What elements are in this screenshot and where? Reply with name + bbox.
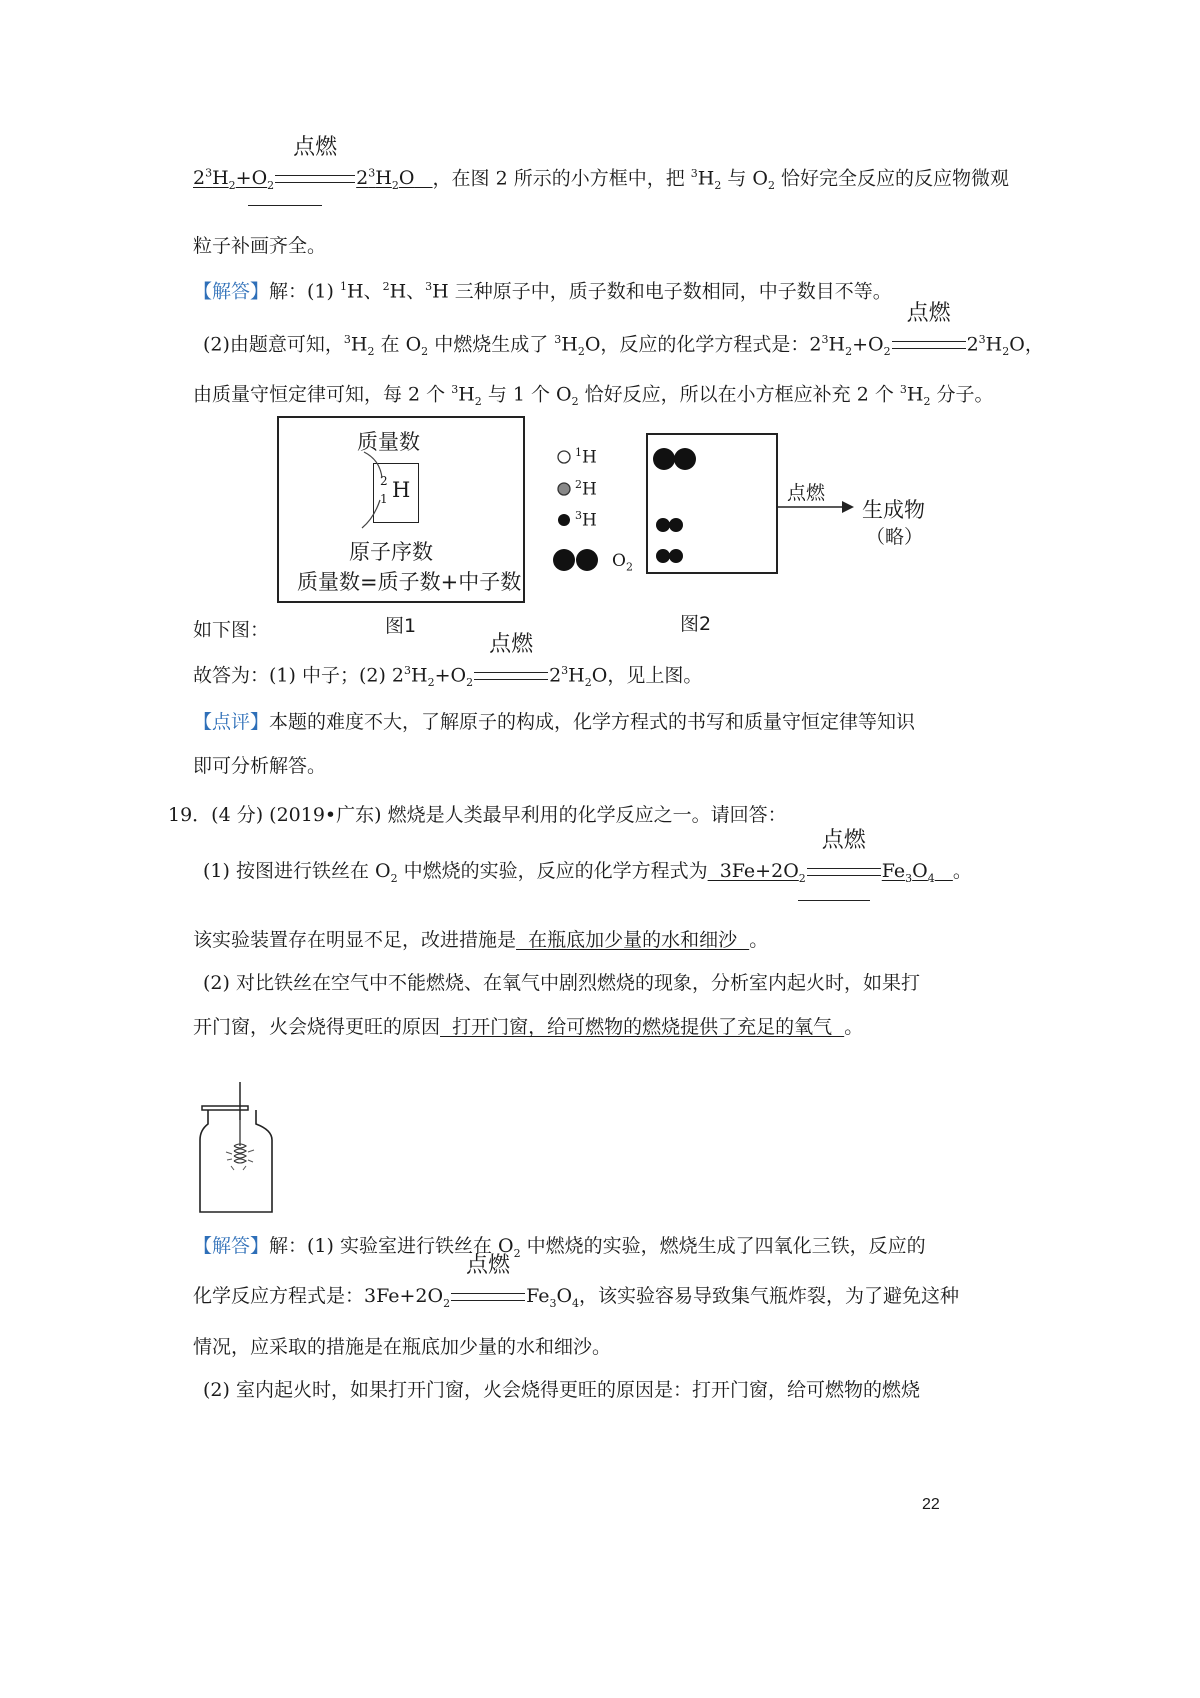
reaction-arrow bbox=[274, 135, 356, 192]
question-19-head: 19．(4 分) (2019•广东) 燃烧是人类最早利用的化学反应之一。请回答： bbox=[168, 804, 787, 826]
body-text: Fe bbox=[526, 1285, 550, 1307]
body-text: 解：(1) 实验室进行铁丝在 O bbox=[269, 1235, 514, 1257]
sup-text: 3 bbox=[821, 333, 829, 346]
sub-text: 2 bbox=[513, 1246, 521, 1260]
legend-text: H bbox=[582, 447, 597, 468]
sup-text: 3 bbox=[690, 167, 698, 180]
reaction-condition: 点燃 bbox=[293, 135, 338, 161]
eq-sub: 2 bbox=[391, 179, 399, 193]
eq-text: O bbox=[398, 167, 415, 190]
sub-text: 2 bbox=[390, 871, 398, 885]
body-text: H bbox=[906, 383, 924, 406]
body-text: O，见上图。 bbox=[591, 664, 703, 687]
sup-text: 3 bbox=[451, 383, 459, 396]
body-text: 恰好完全反应的反应物微观 bbox=[775, 167, 1010, 190]
fig1-formula: 质量数=质子数+中子数 bbox=[297, 570, 522, 594]
comment-line-2: 即可分析解答。 bbox=[193, 755, 327, 777]
sup-text: 1 bbox=[339, 280, 347, 293]
body-text: 2 bbox=[966, 333, 979, 356]
body-text: 开门窗，火会烧得更旺的原因 bbox=[193, 1016, 441, 1038]
fig2-legend-o2 bbox=[612, 551, 633, 573]
body-text: (1) 按图进行铁丝在 O bbox=[203, 860, 391, 882]
body-text: 在 O bbox=[374, 333, 422, 356]
fig2-legend-3h bbox=[575, 509, 597, 531]
body-text: 由质量守恒定律可知，每 2 个 bbox=[193, 383, 452, 406]
o2-molecule-icon bbox=[553, 549, 575, 571]
eq-sub: 2 bbox=[267, 179, 275, 193]
fig2-product: 生成物 bbox=[862, 498, 925, 522]
body-text: H bbox=[458, 383, 475, 406]
body-text: H bbox=[985, 333, 1003, 356]
fig1-leader-lines bbox=[360, 450, 400, 530]
answer-paragraph-3 bbox=[193, 376, 994, 416]
legend-text: O bbox=[612, 551, 626, 571]
body-text: H 三种原子中，质子数和电子数相同，中子数目不等。 bbox=[432, 280, 892, 303]
h3-molecule-icon bbox=[656, 518, 670, 532]
q19-part2-line1: (2) 对比铁丝在空气中不能燃烧、在氧气中剧烈燃烧的现象，分析室内起火时，如果打 bbox=[203, 972, 920, 994]
eq-text: 2 bbox=[356, 167, 369, 190]
reaction-condition: 点燃 bbox=[821, 828, 866, 853]
sub-text: 2 bbox=[798, 871, 806, 885]
q19-part1-improve bbox=[193, 926, 768, 954]
body-text: ，在图 2 所示的小方框中，把 bbox=[432, 167, 691, 190]
body-text: 。 bbox=[952, 860, 972, 882]
answer2-line-1 bbox=[193, 1232, 926, 1268]
reaction-condition: 点燃 bbox=[906, 301, 951, 327]
sub-text: 3 bbox=[549, 1296, 557, 1310]
reaction-arrow bbox=[806, 828, 882, 885]
sub-text: 4 bbox=[927, 871, 935, 885]
sup-text: 3 bbox=[343, 333, 351, 346]
reaction-condition: 点燃 bbox=[466, 1253, 511, 1278]
eq-text: H bbox=[212, 167, 229, 190]
sub-text: 2 bbox=[474, 395, 482, 409]
fig1-mass-number: 2 bbox=[380, 474, 388, 488]
sup-text: 3 bbox=[554, 333, 562, 346]
sub-text: 2 bbox=[443, 1296, 451, 1310]
fig2-arrow-label: 点燃 bbox=[787, 482, 826, 504]
body-text: H bbox=[561, 333, 578, 356]
answer-text: 在瓶底加少量的水和细沙 bbox=[516, 929, 750, 951]
fig1-atomic-label: 原子序数 bbox=[349, 540, 433, 564]
sub-text: 2 bbox=[427, 676, 435, 690]
fig1-atomic-number: 1 bbox=[380, 492, 388, 506]
body-text: +O bbox=[852, 333, 884, 356]
reaction-arrow bbox=[473, 632, 549, 689]
sub-text: 2 bbox=[845, 345, 853, 359]
answer2-line-2 bbox=[193, 1253, 960, 1318]
sub-text: 2 bbox=[1002, 345, 1010, 359]
final-answer-line bbox=[193, 632, 703, 697]
sup-text: 1 bbox=[575, 446, 582, 459]
fig1-element-symbol: H bbox=[392, 478, 411, 502]
iron-wire-bottle-illustration bbox=[196, 1080, 276, 1215]
sub-text: 2 bbox=[584, 676, 592, 690]
body-text: O， bbox=[1009, 333, 1044, 356]
body-text: 。 bbox=[749, 929, 769, 951]
fig2-caption: 图2 bbox=[680, 613, 712, 635]
body-text: (2)由题意可知， bbox=[203, 333, 344, 356]
h1-atom-icon bbox=[558, 451, 570, 463]
fig2-legend-2h bbox=[575, 478, 597, 500]
sub-text: 2 bbox=[923, 395, 931, 409]
fig2-legend-1h bbox=[575, 446, 597, 468]
sup-text: 3 bbox=[575, 509, 582, 522]
body-line: 粒子补画齐全。 bbox=[193, 235, 327, 257]
body-text: 与 1 个 O bbox=[481, 383, 572, 406]
body-text: 中燃烧生成了 bbox=[428, 333, 555, 356]
body-text: H bbox=[828, 333, 846, 356]
eq-text: H bbox=[375, 167, 392, 190]
q19-part1-line bbox=[203, 828, 972, 893]
body-text: H bbox=[568, 664, 585, 687]
answer-tag: 【解答】 bbox=[193, 1235, 270, 1257]
sub-text: 2 bbox=[466, 676, 474, 690]
fig1-caption: 图1 bbox=[385, 615, 417, 637]
eq-text: 2 bbox=[193, 167, 206, 190]
h3-atom-icon bbox=[558, 514, 570, 526]
body-text: 该实验装置存在明显不足，改进措施是 bbox=[193, 929, 517, 951]
legend-text: H bbox=[582, 479, 597, 500]
o2-molecule-icon bbox=[653, 448, 675, 470]
answer-blank-underline bbox=[798, 900, 870, 901]
answer-text: 打开门窗，给可燃物的燃烧提供了充足的氧气 bbox=[440, 1016, 845, 1038]
sub-text: 2 bbox=[625, 560, 633, 574]
h2-atom-icon bbox=[558, 483, 570, 495]
body-text: 与 O bbox=[721, 167, 768, 190]
sub-text: 4 bbox=[572, 1296, 580, 1310]
fig1-mass-label: 质量数 bbox=[357, 430, 420, 454]
answer2-line-3: 情况，应采取的措施是在瓶底加少量的水和细沙。 bbox=[193, 1336, 612, 1358]
body-text: H bbox=[697, 167, 715, 190]
fig2-product-note: （略） bbox=[866, 526, 924, 548]
eq-sup: 3 bbox=[205, 167, 213, 180]
sup-text: 3 bbox=[978, 333, 986, 346]
sup-text: 3 bbox=[899, 383, 907, 396]
sub-text: 2 bbox=[571, 395, 579, 409]
body-text: ，该实验容易导致集气瓶炸裂，为了避免这种 bbox=[579, 1285, 960, 1307]
body-text: 解：(1) bbox=[269, 280, 340, 303]
page-number: 22 bbox=[922, 1496, 940, 1513]
body-text: 故答为：(1) 中子；(2) 2 bbox=[193, 664, 404, 687]
body-text: 分子。 bbox=[930, 383, 994, 406]
answer-paragraph-2 bbox=[203, 301, 1044, 366]
eq-sup: 3 bbox=[368, 167, 376, 180]
h3-molecule-icon bbox=[656, 549, 670, 563]
sub-text: 3 bbox=[905, 871, 913, 885]
reaction-arrow bbox=[891, 301, 967, 358]
legend-text: H bbox=[582, 510, 597, 531]
sub-text: 2 bbox=[768, 179, 775, 193]
equation-line-1 bbox=[193, 135, 1010, 200]
body-text: 中燃烧的实验，反应的化学方程式为 bbox=[397, 860, 708, 882]
answer2-line-4: (2) 室内起火时，如果打开门窗，火会烧得更旺的原因是：打开门窗，给可燃物的燃烧 bbox=[203, 1379, 920, 1401]
answer-blank-underline bbox=[248, 205, 322, 206]
body-text: 2 bbox=[549, 664, 562, 687]
eq-sub: 2 bbox=[228, 179, 236, 193]
body-text: +O bbox=[434, 664, 467, 687]
sub-text: 2 bbox=[421, 345, 429, 359]
answer-tag: 【解答】 bbox=[193, 280, 270, 303]
eq-text: +O bbox=[235, 167, 268, 190]
body-text: 恰好反应，所以在小方框应补充 2 个 bbox=[578, 383, 900, 406]
body-text: O，反应的化学方程式是：2 bbox=[584, 333, 822, 356]
comment-tag: 【点评】 bbox=[193, 711, 270, 733]
answer-text: O bbox=[912, 860, 928, 882]
body-text: H、 bbox=[389, 280, 426, 303]
fig2-molecules bbox=[648, 435, 774, 570]
sup-text: 3 bbox=[561, 664, 569, 677]
body-text: H bbox=[411, 664, 428, 687]
body-text: O bbox=[556, 1285, 573, 1307]
sub-text: 2 bbox=[714, 179, 722, 193]
sup-text: 2 bbox=[575, 478, 582, 491]
sup-text: 3 bbox=[425, 280, 433, 293]
comment-line-1 bbox=[193, 708, 915, 736]
body-text: H、 bbox=[346, 280, 383, 303]
body-text: 。 bbox=[844, 1016, 864, 1038]
body-text: 本题的难度不大，了解原子的构成，化学方程式的书写和质量守恒定律等知识 bbox=[269, 711, 916, 733]
sub-text: 2 bbox=[883, 345, 891, 359]
body-text: H bbox=[350, 333, 368, 356]
body-text: 中燃烧的实验，燃烧生成了四氧化三铁，反应的 bbox=[520, 1235, 926, 1257]
body-text: 化学反应方程式是：3Fe+2O bbox=[193, 1285, 444, 1307]
answer-text: Fe bbox=[881, 860, 906, 882]
sub-text: 2 bbox=[367, 345, 375, 359]
sup-text: 3 bbox=[404, 664, 411, 677]
answer-paragraph-1 bbox=[193, 273, 892, 305]
answer-text: 3Fe+2O bbox=[707, 860, 799, 882]
body-line: 如下图： bbox=[193, 619, 270, 641]
sub-text: 2 bbox=[577, 345, 585, 359]
q19-part2-line2 bbox=[193, 1013, 863, 1041]
reaction-condition: 点燃 bbox=[489, 632, 534, 658]
reaction-arrow bbox=[450, 1253, 526, 1310]
sup-text: 2 bbox=[382, 280, 390, 293]
